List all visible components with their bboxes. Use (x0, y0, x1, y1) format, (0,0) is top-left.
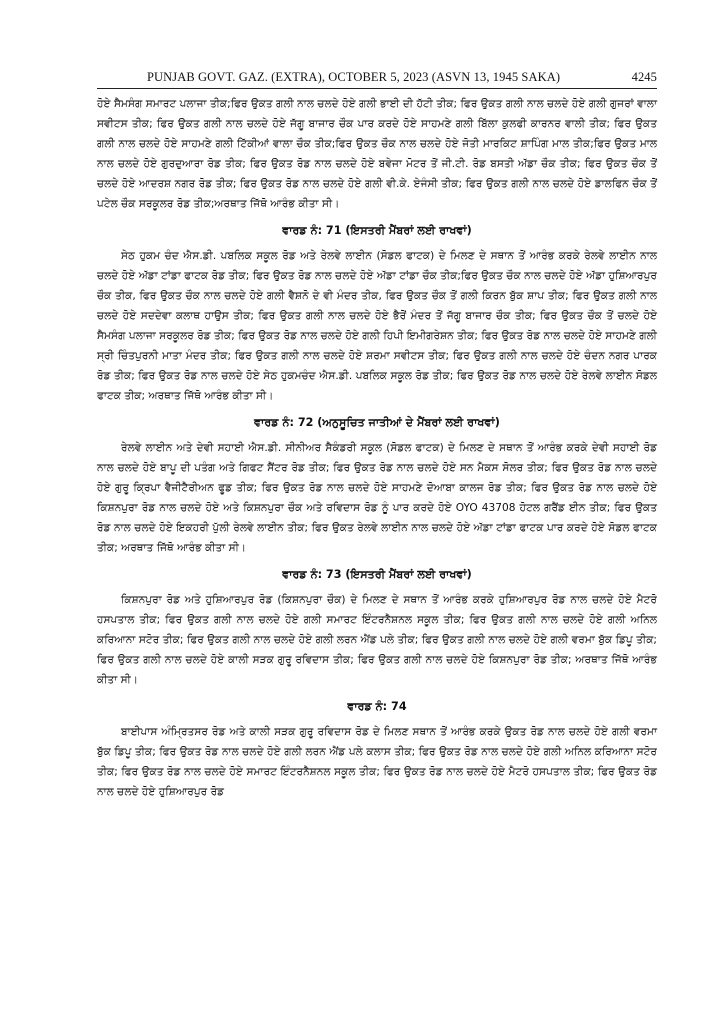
ward-73-heading: ਵਾਰਡ ਨੰ: 73 (ਇਸਤਰੀ ਮੈਂਬਰਾਂ ਲਈ ਰਾਖਵਾਂ) (282, 568, 472, 581)
header-rule (97, 88, 657, 89)
ward-72-description: ਰੇਲਵੇ ਲਾਈਨ ਅਤੇ ਦੇਵੀ ਸਹਾਈ ਐਸ.ਡੀ. ਸੀਨੀਅਰ ਸੈਕੰਡਰੀ ਸਕੂਲ (ਸੋਡਲ ਫਾਟਕ) ਦੇ ਮਿਲਣ ਦੇ ਸਥਾਨ ਤੋਂ ਆਰੰਭ ਕਰਕੇ ਦੇਵੀ ਸਹਾਈ ਰੋਡ ਨਾਲ ਚਲਦੇ ਹੋਏ ਬਾਪੂ ਦੀ ਪਤੰਗ ਅਤੇ ਗਿਫਟ ਸੈਂਟਰ ਰੋਡ ਤੀਕ; ਫਿਰ ਉਕਤ ਰੋਡ ਨਾਲ ਚਲਦੇ ਹੋਏ ਸਨ ਮੈਕਸ ਸੋਲਰ ਤੀਕ; ਫਿਰ ਉਕਤ ਰੋਡ ਨਾਲ ਚਲਦੇ ਹੋਏ ਗੁਰੂ ਕ੍ਰਿਪਾ ਵੈਜੀਟੈਰੀਅਨ ਫੂਡ ਤੀਕ; ਫਿਰ ਉਕਤ ਰੋਡ ਨਾਲ ਚਲਦੇ ਹੋਏ ਸਾਹਮਣੇ ਦੋਆਬਾ ਕਾਲਜ ਰੋਡ ਤੀਕ; ਫਿਰ ਉਕਤ ਰੋਡ ਨਾਲ ਚਲਦੇ ਹੋਏ ਕਿਸ਼ਨਪੁਰਾ ਰੋਡ ਨਾਲ ਚਲਦੇ ਹੋਏ ਅਤੇ ਕਿਸ਼ਨਪੁਰਾ ਚੌਕ ਅਤੇ ਰਵਿਦਾਸ ਰੋਡ ਨੂੰ ਪਾਰ ਕਰਦੇ ਹੋਏ OYO 43708 ਹੋਟਲ ਗਰੈਂਡ ਈਨ ਤੀਕ; ਫਿਰ ਉਕਤ ਰੋਡ ਨਾਲ ਚਲਦੇ ਹੋਏ ਇਕਹਰੀ ਪੁੱਲੀ ਰੇਲਵੇ ਲਾਈਨ ਤੀਕ; ਫਿਰ ਉਕਤ ਰੇਲਵੇ ਲਾਈਨ ਨਾਲ ਚਲਦੇ ਹੋਏ ਅੱਡਾ ਟਾਂਡਾ ਫਾਟਕ ਪਾਰ ਕਰਦੇ ਹੋਏ ਸੋਡਲ ਫਾਟਕ ਤੀਕ; ਅਰਥਾਤ ਜਿੱਥੋ ਆਰੰਭ ਕੀਤਾ ਸੀ। (97, 442, 657, 554)
ward-72-heading: ਵਾਰਡ ਨੰ: 72 (ਅਨੁਸੂਚਿਤ ਜਾਤੀਆਂ ਦੇ ਮੈਂਬਰਾਂ ਲਈ ਰਾਖਵਾਂ) (254, 416, 500, 429)
ward-74-heading: ਵਾਰਡ ਨੰ: 74 (347, 700, 407, 713)
ward-71-heading: ਵਾਰਡ ਨੰ: 71 (ਇਸਤਰੀ ਮੈਂਬਰਾਂ ਲਈ ਰਾਖਵਾਂ) (282, 224, 472, 237)
continued-paragraph: ਹੋਏ ਸੈਮਸੰਗ ਸਮਾਰਟ ਪਲਾਜਾ ਤੀਕ;ਫਿਰ ਉਕਤ ਗਲੀ ਨਾਲ ਚਲਦੇ ਹੋਏ ਗਲੀ ਭਾਈ ਦੀ ਹੱਟੀ ਤੀਕ; ਫਿਰ ਉਕਤ ਗਲੀ ਨਾਲ ਚਲਦੇ ਹੋਏ ਗਲੀ ਗੁਜਰਾਂ ਵਾਲਾ ਸਵੀਟਸ ਤੀਕ; ਫਿਰ ਉਕਤ ਗਲੀ ਨਾਲ ਚਲਦੇ ਹੋਏ ਜੱਗੂ ਬਾਜਾਰ ਚੌਕ ਪਾਰ ਕਰਦੇ ਹੋਏ ਸਾਹਮਣੇ ਗਲੀ ਬਿੱਲਾ ਕੁਲਫੀ ਕਾਰਨਰ ਵਾਲੀ ਤੀਕ; ਫਿਰ ਉਕਤ ਗਲੀ ਨਾਲ ਚਲਦੇ ਹੋਏ ਸਾਹਮਣੇ ਗਲੀ ਟਿੱਕੀਆਂ ਵਾਲਾ ਚੌਕ ਤੀਕ;ਫਿਰ ਉਕਤ ਚੌਕ ਨਾਲ ਚਲਦੇ ਹੋਏ ਜੋਤੀ ਮਾਰਕਿਟ ਸ਼ਾਪਿੰਗ ਮਾਲ ਤੀਕ;ਫਿਰ ਉਕਤ ਮਾਲ ਨਾਲ ਚਲਦੇ ਹੋਏ ਗੁਰਦੁਆਰਾ ਰੋਡ ਤੀਕ; ਫਿਰ ਉਕਤ ਰੋਡ ਨਾਲ ਚਲਦੇ ਹੋਏ ਬਵੇਜਾ ਮੋਟਰ ਤੋਂ ਜੀ.ਟੀ. ਰੋਡ ਬਸਤੀ ਅੱਡਾ ਚੌਕ ਤੀਕ; ਫਿਰ ਉਕਤ ਚੌਕ ਤੋਂ ਚਲਦੇ ਹੋਏ ਆਦਰਸ਼ ਨਗਰ ਰੋਡ ਤੀਕ; ਫਿਰ ਉਕਤ ਰੋਡ ਨਾਲ ਚਲਦੇ ਹੋਏ ਗਲੀ ਵੀ.ਕੇ. ਏਜੰਸੀ ਤੀਕ; ਫਿਰ ਉਕਤ ਗਲੀ ਨਾਲ ਚਲਦੇ ਹੋਏ ਡਾਲਫਿਨ ਚੌਕ ਤੋਂ ਪਟੇਲ ਚੌਕ ਸਰਕੂਲਰ ਰੋਡ ਤੀਕ;ਅਰਥਾਤ ਜਿੱਥੋ ਆਰੰਭ ਕੀਤਾ ਸੀ। (97, 98, 657, 210)
ward-73-description: ਕਿਸ਼ਨਪੁਰਾ ਰੋਡ ਅਤੇ ਹੁਸ਼ਿਆਰਪੁਰ ਰੋਡ (ਕਿਸ਼ਨਪੁਰਾ ਚੌਕ) ਦੇ ਮਿਲਣ ਦੇ ਸਥਾਨ ਤੋਂ ਆਰੰਭ ਕਰਕੇ ਹੁਸ਼ਿਆਰਪੁਰ ਰੋਡ ਨਾਲ ਚਲਦੇ ਹੋਏ ਮੈਟਰੋ ਹਸਪਤਾਲ ਤੀਕ; ਫਿਰ ਉਕਤ ਗਲੀ ਨਾਲ ਚਲਦੇ ਹੋਏ ਗਲੀ ਸਮਾਰਟ ਇੰਟਰਨੈਸ਼ਨਲ ਸਕੂਲ ਤੀਕ; ਫਿਰ ਉਕਤ ਗਲੀ ਨਾਲ ਚਲਦੇ ਹੋਏ ਗਲੀ ਅਨਿਲ ਕਰਿਆਨਾ ਸਟੋਰ ਤੀਕ; ਫਿਰ ਉਕਤ ਗਲੀ ਨਾਲ ਚਲਦੇ ਹੋਏ ਗਲੀ ਲਰਨ ਐਂਡ ਪਲੇ ਤੀਕ; ਫਿਰ ਉਕਤ ਗਲੀ ਨਾਲ ਚਲਦੇ ਹੋਏ ਗਲੀ ਵਰਮਾ ਬੁੱਕ ਡਿਪੂ ਤੀਕ; ਫਿਰ ਉਕਤ ਗਲੀ ਨਾਲ ਚਲਦੇ ਹੋਏ ਕਾਲੀ ਸੜਕ ਗੁਰੂ ਰਵਿਦਾਸ ਤੀਕ; ਫਿਰ ਉਕਤ ਗਲੀ ਨਾਲ ਚਲਦੇ ਹੋਏ ਕਿਸ਼ਨਪੁਰਾ ਰੋਡ ਤੀਕ; ਅਰਥਾਤ ਜਿੱਥੋ ਆਰੰਭ ਕੀਤਾ ਸੀ। (97, 594, 657, 686)
page-number: 4245 (631, 70, 657, 84)
page-header (97, 70, 657, 88)
ward-74-description: ਬਾਈਪਾਸ ਅੰਮ੍ਰਿਤਸਰ ਰੋਡ ਅਤੇ ਕਾਲੀ ਸੜਕ ਗੁਰੂ ਰਵਿਦਾਸ ਰੋਡ ਦੇ ਮਿਲਣ ਸਥਾਨ ਤੋਂ ਆਰੰਭ ਕਰਕੇ ਉਕਤ ਰੋਡ ਨਾਲ ਚਲਦੇ ਹੋਏ ਗਲੀ ਵਰਮਾ ਬੁੱਕ ਡਿਪੂ ਤੀਕ; ਫਿਰ ਉਕਤ ਰੋਡ ਨਾਲ ਚਲਦੇ ਹੋਏ ਗਲੀ ਲਰਨ ਐਂਡ ਪਲੇ ਕਲਾਸ ਤੀਕ; ਫਿਰ ਉਕਤ ਰੋਡ ਨਾਲ ਚਲਦੇ ਹੋਏ ਗਲੀ ਅਨਿਲ ਕਰਿਆਨਾ ਸਟੋਰ ਤੀਕ; ਫਿਰ ਉਕਤ ਰੋਡ ਨਾਲ ਚਲਦੇ ਹੋਏ ਸਮਾਰਟ ਇੰਟਰਨੈਸ਼ਨਲ ਸਕੂਲ ਤੀਕ; ਫਿਰ ਉਕਤ ਰੋਡ ਨਾਲ ਚਲਦੇ ਹੋਏ ਮੈਟਰੋ ਹਸਪਤਾਲ ਤੀਕ; ਫਿਰ ਉਕਤ ਰੋਡ ਨਾਲ ਚਲਦੇ ਹੋਏ ਹੁਸ਼ਿਆਰਪੁਰ ਰੋਡ (97, 726, 657, 798)
gazette-page (97, 70, 657, 809)
ward-71-description: ਸੇਠ ਹੁਕਮ ਚੰਦ ਐਸ.ਡੀ. ਪਬਲਿਕ ਸਕੂਲ ਰੋਡ ਅਤੇ ਰੇਲਵੇ ਲਾਈਨ (ਸੋਡਲ ਫਾਟਕ) ਦੇ ਮਿਲਣ ਦੇ ਸਥਾਨ ਤੋਂ ਆਰੰਭ ਕਰਕੇ ਰੇਲਵੇ ਲਾਈਨ ਨਾਲ ਚਲਦੇ ਹੋਏ ਅੱਡਾ ਟਾਂਡਾ ਫਾਟਕ ਰੋਡ ਤੀਕ; ਫਿਰ ਉਕਤ ਰੋਡ ਨਾਲ ਚਲਦੇ ਹੋਏ ਅੱਡਾ ਟਾਂਡਾ ਚੌਕ ਤੀਕ;ਫਿਰ ਉਕਤ ਚੌਕ ਨਾਲ ਚਲਦੇ ਹੋਏ ਅੱਡਾ ਹੁਸ਼ਿਆਰਪੁਰ ਚੌਕ ਤੀਕ, ਫਿਰ ਉਕਤ ਚੌਕ ਨਾਲ ਚਲਦੇ ਹੋਏ ਗਲੀ ਵੈਸ਼ਨੋ ਦੇ ਵੀ ਮੰਦਰ ਤੀਕ, ਫਿਰ ਉਕਤ ਚੌਕ ਤੋਂ ਗਲੀ ਕਿਰਨ ਬੁੱਕ ਸ਼ਾਪ ਤੀਕ; ਫਿਰ ਉਕਤ ਗਲੀ ਨਾਲ ਚਲਦੇ ਹੋਏ ਸਦਦੇਵਾ ਕਲਾਥ ਹਾਉਸ ਤੀਕ; ਫਿਰ ਉਕਤ ਗਲੀ ਨਾਲ ਚਲਦੇ ਹੋਏ ਭੈਰੋਂ ਮੰਦਰ ਤੋਂ ਜੱਗੂ ਬਾਜਾਰ ਚੌਕ ਤੀਕ; ਫਿਰ ਉਕਤ ਚੌਕ ਤੋਂ ਚਲਦੇ ਹੋਏ ਸੈਮਸੰਗ ਪਲਾਜਾ ਸਰਕੂਲਰ ਰੋਡ ਤੀਕ; ਫਿਰ ਉਕਤ ਰੋਡ ਨਾਲ ਚਲਦੇ ਹੋਏ ਗਲੀ ਹਿਪੀ ਇਮੀਗਰੇਸ਼ਨ ਤੀਕ; ਫਿਰ ਉਕਤ ਰੋਡ ਨਾਲ ਚਲਦੇ ਹੋਏ ਸਾਹਮਣੇ ਗਲੀ ਸ੍ਰੀ ਚਿੰਤਪੁਰਨੀ ਮਾਤਾ ਮੰਦਰ ਤੀਕ; ਫਿਰ ਉਕਤ ਗਲੀ ਨਾਲ ਚਲਦੇ ਹੋਏ ਸ਼ਰਮਾ ਸਵੀਟਸ ਤੀਕ; ਫਿਰ ਉਕਤ ਗਲੀ ਨਾਲ ਚਲਦੇ ਹੋਏ ਚੰਦਨ ਨਗਰ ਪਾਰਕ ਰੋਡ ਤੀਕ; ਫਿਰ ਉਕਤ ਰੋਡ ਨਾਲ ਚਲਦੇ ਹੋਏ ਸੇਠ ਹੁਕਮਚੰਦ ਐਸ.ਡੀ. ਪਬਲਿਕ ਸਕੂਲ ਰੋਡ ਤੀਕ; ਫਿਰ ਉਕਤ ਰੋਡ ਨਾਲ ਚਲਦੇ ਹੋਏ ਰੇਲਵੇ ਲਾਈਨ ਸੋਡਲ ਫਾਟਕ ਤੀਕ; ਅਰਥਾਤ ਜਿੱਥੋ ਆਰੰਭ ਕੀਤਾ ਸੀ। (97, 250, 657, 402)
gazette-title: PUNJAB GOVT. GAZ. (EXTRA), OCTOBER 5, 2023 (ASVN 13, 1945 SAKA) (147, 70, 561, 84)
